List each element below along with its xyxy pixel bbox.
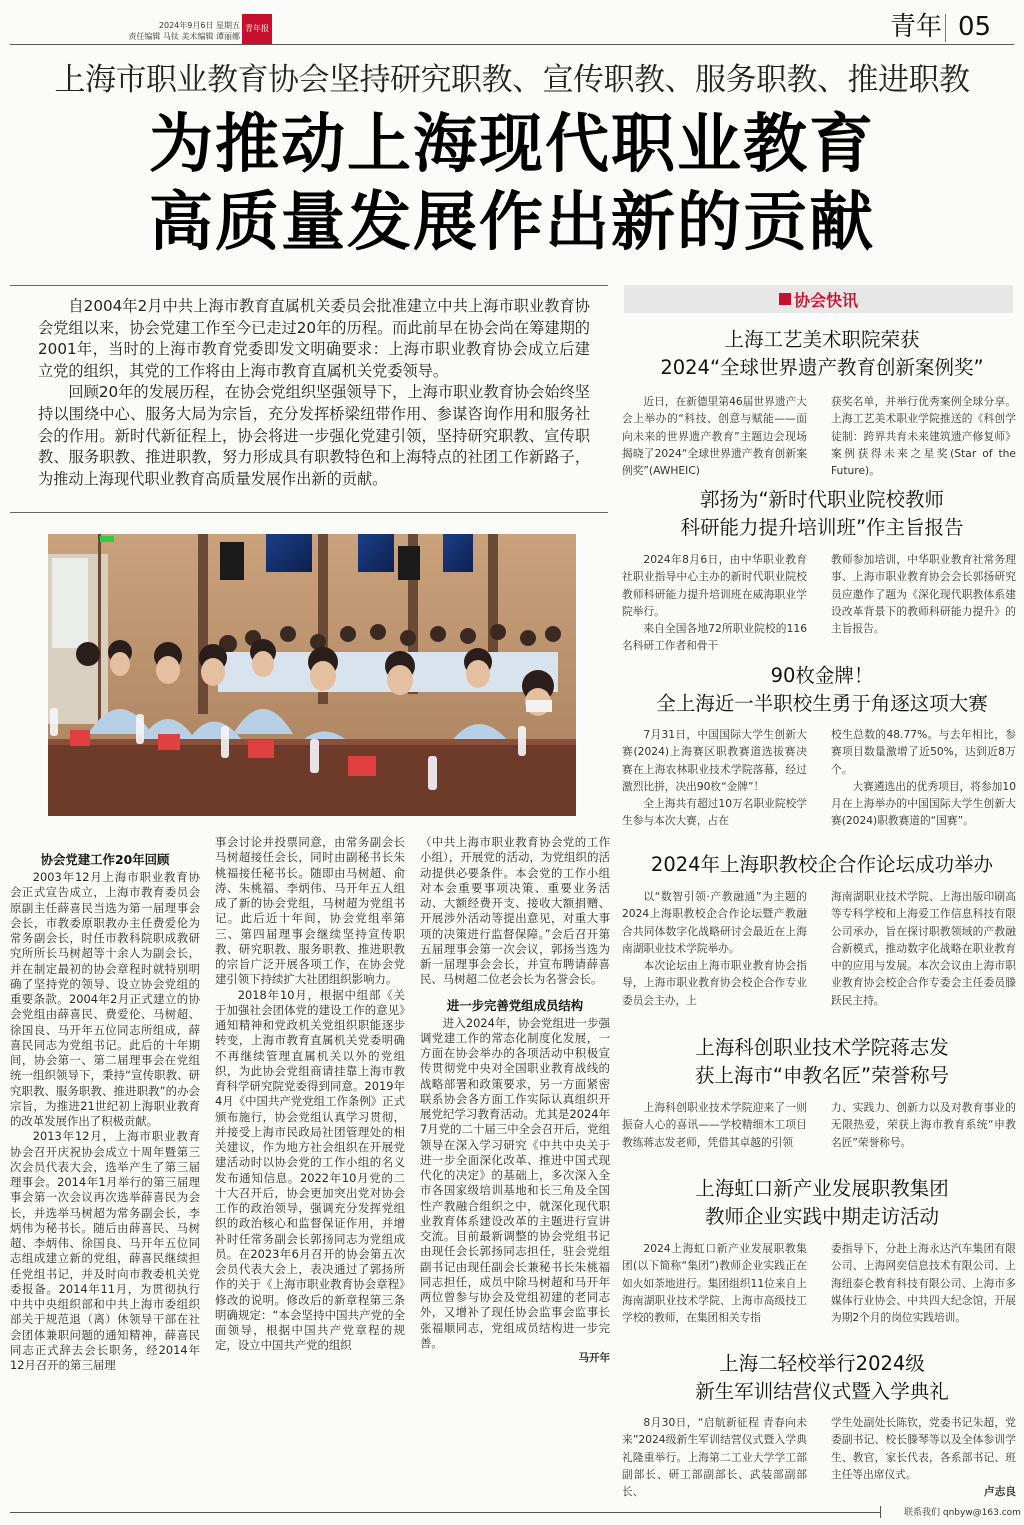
body-paragraph: 事会讨论并投票同意，由常务副会长马树超接任会长，同时由副秘书长朱桃福接任秘书长。随即由马树超、俞涛、朱桃福、李炳伟、马开年五人组成了新的协会党组，马树超为党组书记。此后近十年间，协会党组率第三、第四届理事会继续坚持宣传职教、研究职教、服务职教、推进职教的宗旨广泛开展各项工作，在协会党建引领下持续扩大社团组织影响力。 <box>215 835 405 987</box>
footer-rule <box>10 1512 880 1513</box>
news-paragraph: 校生总数的48.77%。与去年相比，参赛项目数量激增了近50%，达到近8万个。 <box>831 728 1016 776</box>
news-column <box>831 1240 1016 1326</box>
name-placard <box>70 730 90 746</box>
masthead-separator <box>945 14 946 42</box>
news-column <box>831 1414 1016 1500</box>
news-title-line: 上海工艺美术职院荣获 <box>724 328 920 351</box>
article-byline: 马开年 <box>578 1352 610 1364</box>
news-paragraph: 获奖名单，并举行优秀案例全球分享。上海工艺美术职业学院推送的《科创学徒制：跨界共育未来建筑遗产修复师》案例获得未来之星奖(Star of the Future)。 <box>831 395 1016 478</box>
news-paragraph: 8月30日，“启航新征程 青春向未来”2024级新生军训结营仪式暨入学典礼隆重举行。上海第二工业大学学工部副部长、研工部副部长、武装部副部长、 <box>622 1416 807 1499</box>
name-placard <box>158 734 180 750</box>
news-title <box>620 1350 1024 1406</box>
news-body <box>622 393 1016 479</box>
page-number: 05 <box>958 12 992 42</box>
news-paragraph: 来自全国各地72所职业院校的116名科研工作者和骨干 <box>622 622 807 653</box>
news-body <box>622 1414 1016 1500</box>
news-column <box>831 888 1016 1009</box>
body-paragraph: （中共上海市职业教育协会党的工作小组），开展党的活动，为党组织的活动提供必要条件。本会党的工作小组对本会重要事项决策、重要业务活动、大额经费开支、接收大额捐赠、开展涉外活动等提出意见，对重大事项的决策进行监督保障。”会后召开第五届理事会第一次会议，郭扬当选为新一届理事会会长，并宣布聘请薛喜民、马树超二位老会长为名誉会长。 <box>420 835 610 987</box>
news-paragraph: 2024年8月6日，由中华职业教育社职业指导中心主办的新时代职业院校教师科研能力提升培训班在威海职业学院举行。 <box>622 553 807 618</box>
article-column-3 <box>420 835 610 1366</box>
news-paragraph: 力、实践力、创新力以及对教育事业的无限热爱，荣获上海市教育系统“申教名匠”荣誉称号。 <box>831 1101 1016 1149</box>
news-body <box>622 551 1016 655</box>
news-title-line: 2024“全球世界遗产教育创新案例奖” <box>660 356 984 379</box>
news-paragraph: 上海科创职业技术学院迎来了一则振奋人心的喜讯——学校精细木工项目教练蒋志发老师，凭借其卓越的引领 <box>622 1101 807 1149</box>
wall-screen <box>358 534 394 572</box>
news-title <box>620 1034 1024 1090</box>
lead-paragraph: 自2004年2月中共上海市教育直属机关委员会批准建立中共上海市职业教育协会党组以来，协会党建工作至今已走过20年的历程。而此前早在协会尚在筹建期的2001年，当时的上海市教育党委即发文明确要求：上海市职业教育协会成立后建立党的组织，其党的工作将由上海市教育直属机关党委领导。 <box>38 297 590 380</box>
masthead <box>0 0 1024 46</box>
article-column-1 <box>10 850 200 1373</box>
news-paragraph: 全上海共有超过10万名职业院校学生参与本次大赛，占在 <box>622 797 807 828</box>
news-title <box>620 486 1024 542</box>
news-section-bar <box>624 285 1013 313</box>
footer-contact[interactable]: 联系我们 qnbyw@163.com <box>904 1508 1021 1518</box>
news-title-line: 教师企业实践中期走访活动 <box>704 1205 939 1228</box>
name-placard <box>248 740 274 758</box>
news-title <box>620 851 1024 879</box>
news-title-line: 90枚金牌！ <box>770 664 874 687</box>
speaker <box>398 546 420 580</box>
news-paragraph: 大赛遴选出的优秀项目，将参加10月在上海举办的中国国际大学生创新大赛(2024)职教赛道的“国赛”。 <box>831 779 1016 828</box>
section-heading: 协会党建工作20年回顾 <box>40 852 170 867</box>
news-column <box>622 1099 807 1151</box>
news-title <box>620 662 1024 718</box>
news-byline: 卢志良 <box>983 1485 1016 1499</box>
news-paragraph: 7月31日，中国国际大学生创新大赛(2024)上海赛区职教赛道选拔赛决赛在上海农林职业技术学院落幕，经过激烈比拼，决出90枚“金牌”！ <box>622 728 807 793</box>
news-title-line: 全上海近一半职校生勇于角逐这项大赛 <box>656 692 988 715</box>
article-lead <box>38 296 590 490</box>
news-title-line: 上海虹口新产业发展职教集团 <box>695 1177 949 1200</box>
footer-tick <box>880 1506 881 1518</box>
body-paragraph: 2013年12月，上海市职业教育协会召开庆祝协会成立十周年暨第三次会员代表大会，选举产生了第三届理事会。2014年1月举行的第三届理事会第一次会议再次选举薛喜民为会长，并选举马树超为常务副会长，李炳伟为秘书长。随后由薛喜民、马树超、李炳伟、徐国良、马开年五位同志组成建立新的党组，薛喜民继续担任党组书记，并及时向市教委机关党委报备。2014年11月，为贯彻执行中共中央组织部和中共上海市委组织部关于规范退（离）休领导干部在社会团体兼职问题的通知精神，薛喜民同志正式辞去会长职务，经2014年12月召开的第三届理 <box>10 1129 200 1372</box>
section-heading: 进一步完善党组成员结构 <box>446 997 584 1013</box>
issue-meta <box>80 20 240 42</box>
news-title-line: 上海二轻校举行2024级 <box>719 1352 925 1375</box>
article-headline <box>0 106 1024 262</box>
news-body <box>622 888 1016 1009</box>
lead-bottom-rule <box>10 512 608 513</box>
news-title-line: 获上海市“申教名匠”荣誉称号 <box>694 1064 950 1087</box>
logo-text: 青年报 <box>245 24 269 33</box>
news-section-label: 协会快讯 <box>793 290 858 310</box>
body-paragraph: 2003年12月上海市职业教育协会正式宣告成立，上海市教育委员会原副主任薛喜民当选为第一届理事会会长，市教委原职教办主任费爱伦为常务副会长，时任市教科院职成教研究所所长马树超等十余人为副会长，并在制定最初的协会章程时就特别明确了坚持党的领导、设立协会党组的重要条款。2004年2月正式建立的协会党组由薛喜民、费爱伦、马树超、徐国良、马开年五位同志所组成，薛喜民同志为党组书记。此后的十年期间，协会第一、第二届理事会在党组统一组织领导下，秉持“宣传职教、研究职教、服务职教、推进职教”的办会宗旨，为推进21世纪初上海职业教育的改革发展作出了积极贡献。 <box>10 870 200 1128</box>
news-column <box>831 551 1016 655</box>
news-title-line: 郭扬为“新时代职业院校教师 <box>699 488 945 511</box>
wall-screen <box>266 534 312 572</box>
news-title-line: 科研能力提升培训班”作主旨报告 <box>680 516 964 539</box>
wall-screen <box>443 534 473 572</box>
masthead-rule <box>10 44 1014 45</box>
news-body <box>622 726 1016 830</box>
lead-top-rule <box>10 285 608 286</box>
news-paragraph: 委指导下，分赴上海永达汽车集团有限公司、上海网奕信息技术有限公司、上海纽泰仑教育科技有限公司、上海市多媒体行业协会、中共四大纪念馆，开展为期2个月的岗位实践培训。 <box>831 1242 1016 1325</box>
article-kicker: 上海市职业教育协会坚持研究职教、宣传职教、服务职教、推进职教 <box>54 62 970 98</box>
speaker <box>220 542 244 580</box>
lead-paragraph: 回顾20年的发展历程，在协会党组织坚强领导下，上海市职业教育协会始终坚持以围绕中心、服务大局为宗旨，充分发挥桥梁纽带作用、参谋咨询作用和服务社会的作用。新时代新征程上，协会将进一步强化党建引领，坚持研究职教、宣传职教、服务职教、推进职教，努力形成具有职教特色和上海特点的社团工作新路子，为推动上海现代职业教育高质量发展作出新的贡献。 <box>38 383 590 488</box>
news-title <box>620 326 1024 382</box>
news-paragraph: 以“数智引领·产教融通”为主题的2024上海职教校企合作论坛暨产教融合共同体数字化战略研讨会最近在上海南湖职业技术学院举办。 <box>622 890 807 955</box>
news-column <box>622 393 807 479</box>
news-column <box>622 1414 807 1500</box>
news-paragraph: 近日，在新德里第46届世界遗产大会上举办的“科技、创意与赋能——面向未来的世界遗产教育”主题边会现场揭晓了2024“全球世界遗产教育创新案例奖”(AWHEIC) <box>622 395 807 478</box>
section-name: 青年 <box>889 12 942 42</box>
news-title-line: 新生军训结营仪式暨入学典礼 <box>695 1380 949 1403</box>
headline-line-2: 高质量发展作出新的贡献 <box>149 186 875 260</box>
news-body <box>622 1240 1016 1326</box>
news-title-line: 2024年上海职教校企合作论坛成功举办 <box>650 853 994 876</box>
news-column <box>622 1240 807 1326</box>
news-column <box>622 726 807 830</box>
issue-date: 2024年9月6日 星期五 <box>158 21 240 30</box>
headline-line-1: 为推动上海现代职业教育 <box>149 108 875 182</box>
news-column <box>622 551 807 655</box>
news-paragraph: 海南湖职业技术学院、上海出版印刷高等专科学校和上海爱工作信息科技有限公司承办，旨在探讨职教领域的产教融合新模式，推动数字化战略在职业教育中的应用与发展。本次会议由上海市职业教育协会校企合作专委会主任委员滕跃民主持。 <box>831 890 1016 1007</box>
news-column <box>831 1099 1016 1151</box>
meeting-photo-illustration <box>48 534 576 816</box>
exit-sign <box>100 536 114 542</box>
news-paragraph: 学生处副处长陈钦，党委书记朱超，党委副书记、校长滕琴等以及全体参训学生、教官，家长代表，各系部书记、班主任等出席仪式。 <box>831 1416 1016 1481</box>
news-title <box>620 1175 1024 1231</box>
issue-editors: 责任编辑 马钛 美术编辑 谭丽娜 <box>128 32 240 41</box>
news-title-line: 上海科创职业技术学院蒋志发 <box>695 1036 949 1059</box>
news-column <box>831 393 1016 479</box>
news-paragraph: 本次论坛由上海市职业教育协会指导，上海市职业教育协会校企合作专业委员会主办，上 <box>622 959 807 1007</box>
name-placard <box>348 756 376 776</box>
body-paragraph: 2018年10月，根据中组部《关于加强社会团体党的建设工作的意见》通知精神和党政机关党组织职能逐步转变，上海市教育直属机关党委明确不再继续管理直属机关以外的党组织，为此协会党组商请挂靠上海市教育科学研究院党委得到同意。2019年4月《中国共产党党组工作条例》正式颁布施行，协会党组认真学习贯彻，并接受上海市民政局社团管理处的相关建议，作为地方社会组织在开展党建活动时以协会党的工作小组的名义发布通知信息。2022年10月党的二十大召开后，协会更加突出党对协会工作的政治领导，强调充分发挥党组织的政治核心和监督保证作用，并增补时任常务副会长郭扬同志为党组成员。在2023年6月召开的协会第五次会员代表大会上，表决通过了郭扬所作的关于《上海市职业教育协会章程》修改的说明。修改后的新章程第三条明确规定：“本会坚持中国共产党的全面领导，根据中国共产党章程的规定，设立中国共产党的组织 <box>215 987 405 1353</box>
meeting-photo <box>48 534 576 816</box>
news-column <box>622 888 807 1009</box>
article-column-2 <box>215 835 405 1354</box>
news-column <box>831 726 1016 830</box>
newspaper-logo <box>242 14 272 44</box>
news-paragraph: 教师参加培训，中华职业教育社常务理事、上海市职业教育协会会长郭扬研究员应邀作了题为《深化现代职教体系建设改革背景下的教师科研能力提升》的主旨报告。 <box>831 553 1016 636</box>
news-body <box>622 1099 1016 1151</box>
news-paragraph: 2024上海虹口新产业发展职教集团(以下简称“集团”)教师企业实践正在如火如荼地进行。集团组织11位来自上海南湖职业技术学院、上海市高级技工学校的教师，在集团相关专指 <box>622 1242 807 1325</box>
red-square-icon <box>779 293 791 305</box>
body-paragraph: 进入2024年，协会党组进一步强调党建工作的常态化制度化发展，一方面在协会举办的各项活动中积极宣传贯彻党中央对全国职业教育战线的战略部署和政策要求，另一方面紧密联系协会各方面工作实际认真组织开展党纪学习教育活动。尤其是2024年7月党的二十届三中全会召开后，党组领导在深入学习研究《中共中央关于进一步全面深化改革、推进中国式现代化的决定》的基础上，多次深入全市各国家级培训基地和长三角及全国性产教融合组织之中，就深化现代职业教育体系建设改革的主题进行宣讲交流。目前最新调整的协会党组书记由现任会长郭扬同志担任，驻会党组副书记由现任副会长兼秘书长朱桃福同志担任，成员中除马树超和马开年两位曾参与协会及党组初建的老同志外，又增补了现任协会监事会监事长张福顺同志，党组成员结构进一步完善。 <box>420 1015 610 1350</box>
